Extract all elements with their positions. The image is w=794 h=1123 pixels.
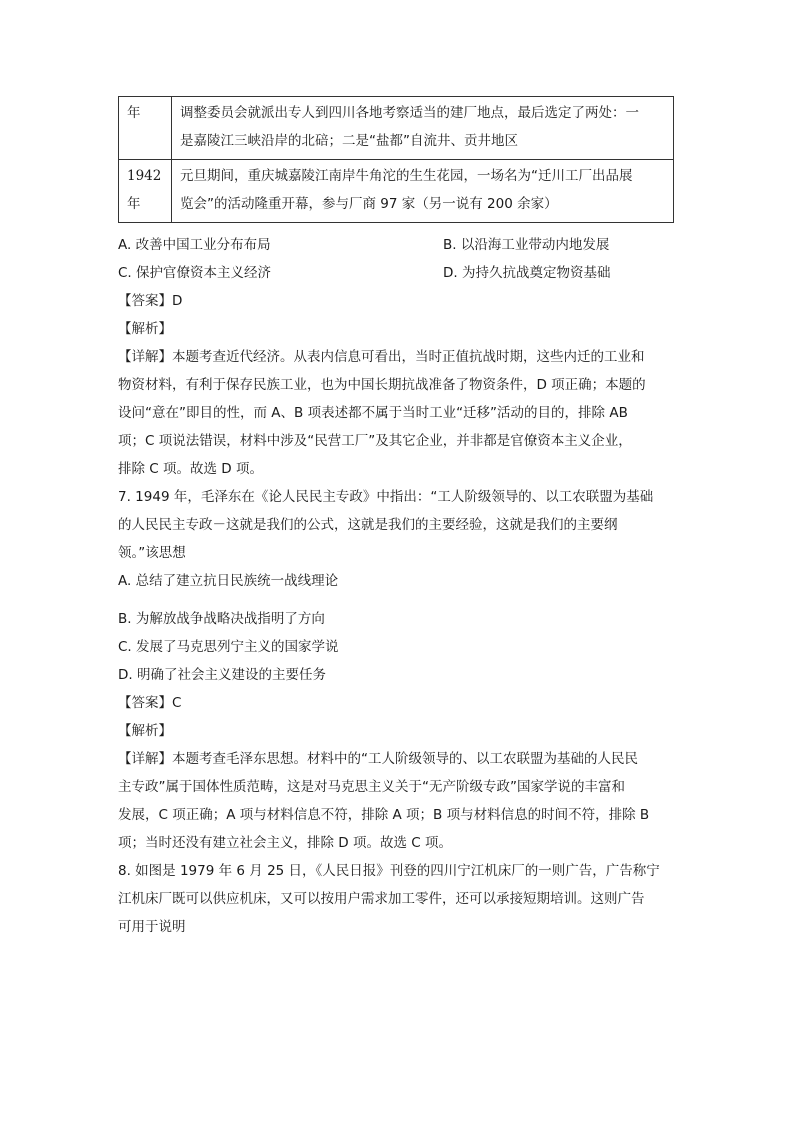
table-row [119,160,674,223]
q7-option-b: B. 为解放战争战略决战指明了方向 [118,611,325,627]
option-b: B. 以沿海工业带动内地发展 [443,237,610,253]
q7-detail-line: 发展，C 项正确；A 项与材料信息不符，排除 A 项；B 项与材料信息的时间不符，排除 B [118,807,650,823]
q7-stem-line: 7. 1949 年，毛泽东在《论人民民主专政》中指出：“工人阶级领导的、以工农联盟为基础 [118,489,654,505]
q7-option-c: C. 发展了马克思列宁主义的国家学说 [118,639,339,655]
year-cell: 年 [119,97,172,160]
q7-analysis-label: 【解析】 [118,723,172,739]
option-d: D. 为持久抗战奠定物资基础 [443,265,611,281]
q6-analysis-label: 【解析】 [118,321,172,337]
q7-detail-line: 【详解】本题考查毛泽东思想。材料中的“工人阶级领导的、以工农联盟为基础的人民民 [118,751,638,767]
q7-stem-line: 领。”该思想 [118,545,186,561]
option-a: A. 改善中国工业分布布局 [118,237,271,253]
option-c: C. 保护官僚资本主义经济 [118,265,272,281]
q6-detail-line: 设问“意在”即目的性，而 A、B 项表述都不属于当时工业“迁移”活动的目的，排除 AB [118,405,628,421]
page-content [118,96,678,941]
q6-detail-line: 物资材料，有利于保存民族工业，也为中国长期抗战准备了物资条件，D 项正确；本题的 [118,377,646,393]
history-table [118,96,674,223]
cell-line: 览会”的活动隆重开幕，参与厂商 97 家（另一说有 200 余家） [180,196,558,212]
year-cell: 1942 年 [119,160,172,223]
q8-stem-line: 江机床厂既可以供应机床，又可以按用户需求加工零件，还可以承接短期培训。这则广告 [118,891,645,907]
q6-answer: 【答案】D [118,293,183,309]
q6-options [118,231,678,287]
spacer [118,595,678,605]
cell-line: 元旦期间，重庆城嘉陵江南岸牛角沱的生生花园，一场名为“迁川工厂出品展 [180,168,633,184]
event-cell [172,97,674,160]
q7-option-d: D. 明确了社会主义建设的主要任务 [118,667,326,683]
q7-detail-line: 项；当时还没有建立社会主义，排除 D 项。故选 C 项。 [118,835,452,851]
q8-stem-line: 8. 如图是 1979 年 6 月 25 日，《人民日报》刊登的四川宁江机床厂的一则广告，广告称宁 [118,863,660,879]
q8-stem-line: 可用于说明 [118,919,186,935]
q6-detail-line: 项；C 项说法错误，材料中涉及“民营工厂”及其它企业，并非都是官僚资本主义企业， [118,433,632,449]
cell-line: 是嘉陵江三峡沿岸的北碚；二是“盐都”自流井、贡井地区 [180,133,518,149]
q7-answer: 【答案】C [118,695,182,711]
q7-detail-line: 主专政”属于国体性质范畴，这是对马克思主义关于“无产阶级专政”国家学说的丰富和 [118,779,625,795]
event-cell [172,160,674,223]
q7-stem-line: 的人民民主专政－这就是我们的公式，这就是我们的主要经验，这就是我们的主要纲 [118,517,618,533]
table-row [119,97,674,160]
q6-detail-line: 排除 C 项。故选 D 项。 [118,461,263,477]
q7-option-a: A. 总结了建立抗日民族统一战线理论 [118,573,339,589]
q6-detail-line: 【详解】本题考查近代经济。从表内信息可看出，当时正值抗战时期，这些内迁的工业和 [118,349,645,365]
cell-line: 调整委员会就派出专人到四川各地考察适当的建厂地点，最后选定了两处：一 [180,105,639,121]
